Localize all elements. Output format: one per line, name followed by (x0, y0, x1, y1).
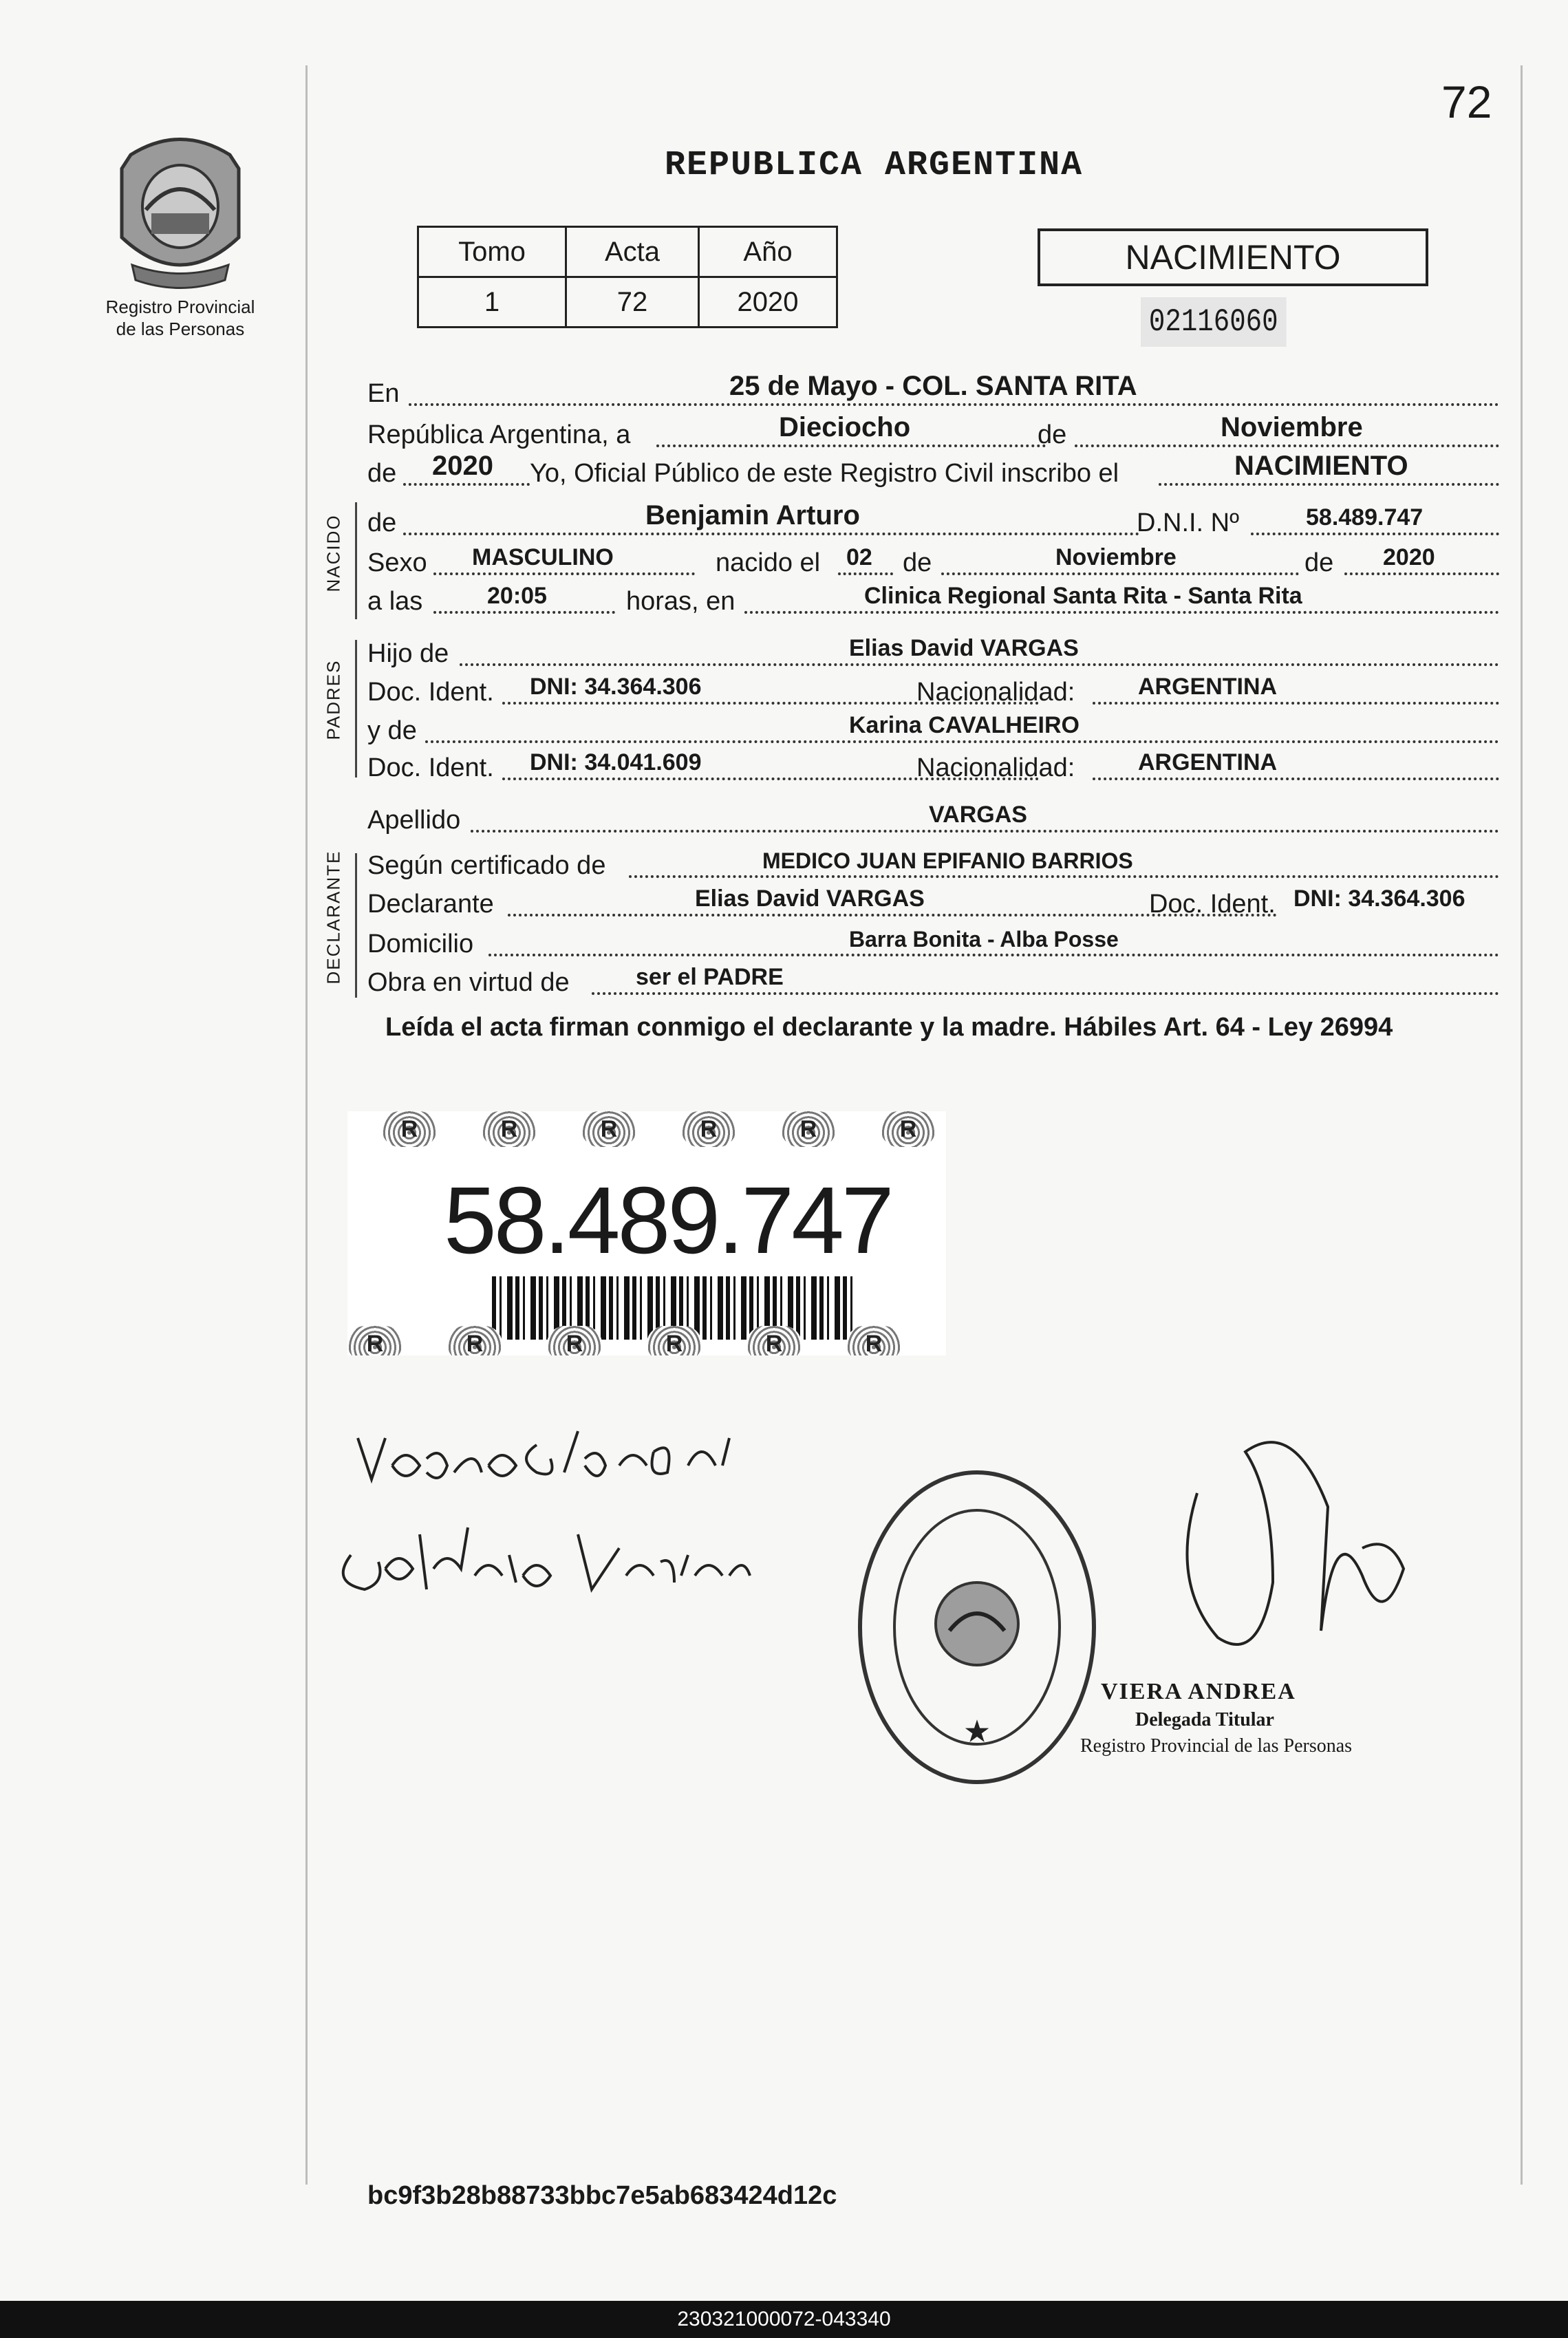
row-newborn-name (367, 501, 1499, 542)
table-cell: 2020 (699, 277, 837, 328)
handwritten-signatures (330, 1417, 757, 1610)
dotted-line (488, 954, 1499, 956)
section-label-declarante: DECLARANTE (323, 850, 344, 985)
table-cell: 1 (418, 277, 566, 328)
nacido-el-label: nacido el (716, 548, 821, 577)
footer-code: 230321000072-043340 (0, 2301, 1568, 2338)
officer-signature (1156, 1411, 1431, 1672)
barcode-sticker (347, 1111, 946, 1355)
domicilio-label: Domicilio (367, 930, 474, 958)
father-name: Elias David VARGAS (849, 635, 1079, 661)
officer-title: Delegada Titular (1135, 1709, 1274, 1730)
table-header: Año (699, 227, 837, 277)
r-mark-icon: R (581, 1111, 636, 1147)
row-date (367, 413, 1499, 454)
record-table (417, 226, 838, 328)
section-bracket (355, 502, 357, 619)
year-value: 2020 (432, 451, 493, 481)
doc-label: Doc. Ident. (367, 678, 494, 707)
barcode-number: 58.489.747 (444, 1168, 892, 1274)
declarante-label: Declarante (367, 890, 494, 919)
sexo-label: Sexo (367, 548, 427, 577)
left-margin-line (305, 65, 308, 2185)
officer-text: Yo, Oficial Público de este Registro Civil inscribo el (530, 459, 1119, 488)
de-label: de (367, 459, 397, 488)
nacionalidad-label: Nacionalidad: (916, 753, 1075, 782)
domicile-value: Barra Bonita - Alba Posse (849, 927, 1119, 952)
dni-label: D.N.I. Nº (1137, 508, 1239, 537)
y-de-label: y de (367, 716, 417, 745)
dotted-line (403, 533, 1139, 535)
table-header: Acta (566, 227, 699, 277)
table-header: Tomo (418, 227, 566, 277)
r-mark-icon: R (647, 1326, 702, 1355)
republica-label: República Argentina, a (367, 420, 631, 449)
declarant-doc: DNI: 34.364.306 (1293, 886, 1465, 912)
dotted-line (460, 663, 1499, 666)
birth-month: Noviembre (1055, 544, 1177, 570)
de-label: de (1304, 548, 1334, 577)
logo-caption-line1: Registro Provincial (105, 297, 255, 317)
dotted-line (1251, 533, 1499, 535)
officer-name: VIERA ANDREA (1101, 1679, 1296, 1704)
row-declarant (367, 882, 1499, 923)
father-nationality: ARGENTINA (1138, 674, 1278, 700)
de-label: de (1038, 420, 1067, 449)
apellido-label: Apellido (367, 806, 461, 835)
doc-label: Doc. Ident. (367, 753, 494, 782)
r-mark-icon: R (681, 1111, 736, 1147)
closing-note: Leída el acta firman conmigo el declarante y la madre. Hábiles Art. 64 - Ley 26994 (385, 1013, 1393, 1042)
mother-doc: DNI: 34.041.609 (530, 749, 702, 775)
certificate-value: MEDICO JUAN EPIFANIO BARRIOS (762, 848, 1133, 873)
declarant-name: Elias David VARGAS (695, 886, 925, 912)
day-value: Dieciocho (779, 412, 911, 442)
hijo-de-label: Hijo de (367, 639, 449, 668)
official-stamp (853, 1466, 1101, 1789)
act-type-value: NACIMIENTO (1234, 451, 1408, 481)
obra-label: Obra en virtud de (367, 968, 570, 997)
horas-label: horas, en (626, 587, 735, 616)
doc-label: Doc. Ident. (1149, 890, 1276, 919)
dotted-line (433, 611, 615, 614)
row-surname (367, 798, 1499, 839)
place-value: 25 de Mayo - COL. SANTA RITA (729, 371, 1137, 401)
dotted-line (1093, 702, 1499, 705)
dotted-line (941, 572, 1299, 575)
table-cell: 72 (566, 277, 699, 328)
r-mark-icon: R (781, 1111, 836, 1147)
dotted-line (471, 830, 1499, 833)
row-mother (367, 709, 1499, 750)
document-hash: bc9f3b28b88733bbc7e5ab683424d12c (367, 2181, 837, 2210)
dotted-line (433, 572, 695, 575)
r-mark-icon: R (347, 1326, 402, 1355)
row-officer (367, 451, 1499, 493)
row-sex-birthdate (367, 541, 1499, 582)
section-label-nacido: NACIDO (323, 514, 344, 592)
de-label: de (367, 508, 397, 537)
svg-text:★: ★ (965, 1716, 989, 1747)
surname-value: VARGAS (929, 802, 1027, 828)
dotted-line (592, 992, 1499, 995)
newborn-name: Benjamin Arturo (645, 500, 860, 530)
r-mark-icon: R (846, 1326, 901, 1355)
page-number: 72 (1441, 76, 1492, 127)
r-mark-icon: R (747, 1326, 802, 1355)
en-label: En (367, 379, 400, 408)
r-mark-icon: R (447, 1326, 502, 1355)
row-obra (367, 961, 1499, 1002)
r-mark-icon: R (881, 1111, 936, 1147)
dotted-line (403, 483, 530, 486)
logo (77, 127, 283, 339)
dotted-line (629, 875, 1499, 878)
mother-name: Karina CAVALHEIRO (849, 712, 1080, 738)
row-time-place (367, 579, 1499, 621)
nacionalidad-label: Nacionalidad: (916, 678, 1075, 707)
r-mark-icon: R (382, 1111, 437, 1147)
mother-nationality: ARGENTINA (1138, 749, 1278, 775)
section-bracket (355, 853, 357, 998)
segun-label: Según certificado de (367, 851, 606, 880)
de-label: de (903, 548, 932, 577)
officer-org: Registro Provincial de las Personas (1080, 1735, 1353, 1757)
row-certificate (367, 844, 1499, 885)
r-mark-icon: R (482, 1111, 537, 1147)
row-place (367, 372, 1499, 413)
header-title: REPUBLICA ARGENTINA (665, 146, 1084, 185)
birth-time: 20:05 (487, 583, 547, 609)
obra-value: ser el PADRE (636, 964, 784, 990)
birth-year: 2020 (1383, 544, 1435, 570)
dotted-line (425, 740, 1499, 743)
provincial-seal-icon (77, 127, 283, 292)
right-margin-line (1521, 65, 1523, 2185)
dotted-line (1159, 483, 1499, 486)
a-las-label: a las (367, 587, 423, 616)
month-value: Noviembre (1221, 412, 1363, 442)
row-mother-doc (367, 746, 1499, 787)
birth-day: 02 (846, 544, 872, 570)
newborn-dni: 58.489.747 (1306, 504, 1424, 530)
r-mark-icon: R (547, 1326, 602, 1355)
row-domicile (367, 922, 1499, 963)
dotted-line (838, 572, 893, 575)
sexo-value: MASCULINO (472, 544, 614, 570)
dotted-line (409, 403, 1499, 406)
row-father-doc (367, 670, 1499, 711)
birth-place: Clinica Regional Santa Rita - Santa Rita (864, 583, 1302, 609)
dotted-line (744, 611, 1499, 614)
dotted-line (1344, 572, 1499, 575)
row-father (367, 632, 1499, 673)
dotted-line (1093, 777, 1499, 780)
serial-number: 02116060 (1141, 297, 1287, 347)
dotted-line (656, 444, 1046, 447)
section-bracket (355, 640, 357, 777)
logo-caption-line2: de las Personas (116, 319, 245, 339)
record-type-box: NACIMIENTO (1038, 228, 1428, 286)
dotted-line (1075, 444, 1499, 447)
section-label-padres: PADRES (323, 659, 344, 740)
father-doc: DNI: 34.364.306 (530, 674, 702, 700)
